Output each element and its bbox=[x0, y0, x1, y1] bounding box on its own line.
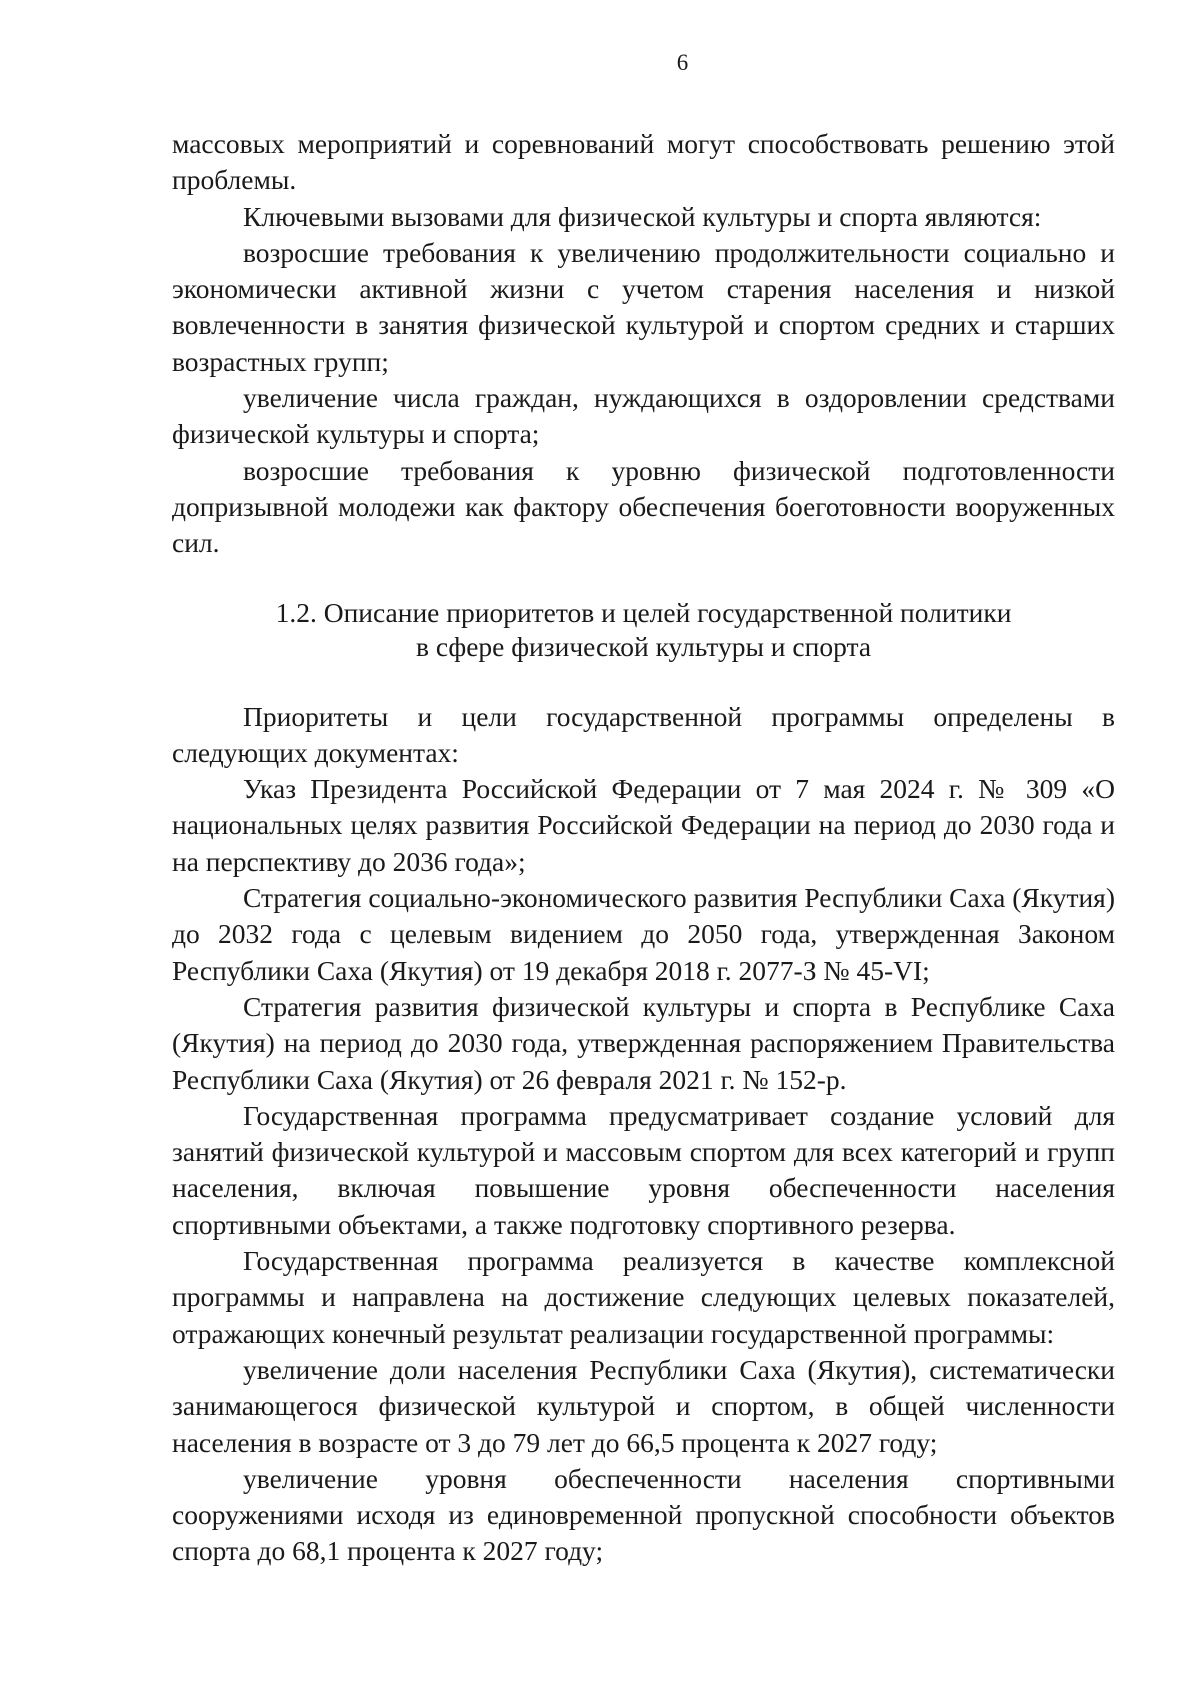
paragraph: возросшие требования к уровню физической подготовленности допризывной молодежи как фактору обеспечения боеготовности вооруженных сил. bbox=[172, 454, 1115, 559]
section-heading bbox=[172, 596, 1115, 664]
paragraph: возросшие требования к увеличению продолжительности социально и экономически активной жизни с учетом старения населения и низкой вовлеченности в занятия физической культурой и спортом средних и старших возрастных групп; bbox=[172, 236, 1115, 377]
paragraph: массовых мероприятий и соревнований могут способствовать решению этой проблемы. bbox=[172, 128, 1115, 196]
paragraph: Государственная программа реализуется в качестве комплексной программы и направлена на достижение следующих целевых показателей, отражающих конечный результат реализации государственной программы: bbox=[172, 1245, 1115, 1349]
body-text-after bbox=[172, 699, 1115, 1570]
page-number: 6 bbox=[676, 50, 689, 75]
paragraph: Стратегия социально-экономического развития Республики Саха (Якутия) до 2032 года с целевым видением до 2050 года, утвержденная Законом Республики Саха (Якутия) от 19 декабря 2018 г. 2077-З № 45-VI; bbox=[172, 882, 1115, 986]
section-heading-line-1: 1.2. Описание приоритетов и целей государственной политики bbox=[275, 596, 1012, 628]
paragraph: Приоритеты и цели государственной программы определены в следующих документах: bbox=[172, 700, 1115, 768]
paragraph: увеличение уровня обеспеченности населения спортивными сооружениями исходя из единовременной пропускной способности объектов спорта до 68,1 процента к 2027 году; bbox=[172, 1462, 1115, 1567]
paragraph: Государственная программа предусматривает создание условий для занятий физической культурой и массовым спортом для всех категорий и групп населения, включая повышение уровня обеспеченности населения спортивными объектами, а также подготовку спортивного резерва. bbox=[172, 1099, 1115, 1240]
paragraph: Указ Президента Российской Федерации от 7 мая 2024 г. № 309 «О национальных целях развития Российской Федерации на период до 2030 года и на перспективу до 2036 года»; bbox=[172, 773, 1115, 877]
paragraph: увеличение доли населения Республики Саха (Якутия), систематически занимающегося физической культурой и спортом, в общей численности населения в возрасте от 3 до 79 лет до 66,5 процента к 2027 году; bbox=[172, 1353, 1115, 1458]
paragraph: Стратегия развития физической культуры и спорта в Республике Саха (Якутия) на период до 2030 года, утвержденная распоряжением Правительства Республики Саха (Якутия) от 26 февраля 2021 г. № 152-р. bbox=[172, 990, 1115, 1095]
paragraph: Ключевыми вызовами для физической культуры и спорта являются: bbox=[243, 200, 1042, 232]
section-heading-line-2: в сфере физической культуры и спорта bbox=[415, 630, 872, 662]
paragraph: увеличение числа граждан, нуждающихся в оздоровлении средствами физической культуры и спорта; bbox=[172, 382, 1115, 450]
body-text-before bbox=[172, 126, 1115, 562]
